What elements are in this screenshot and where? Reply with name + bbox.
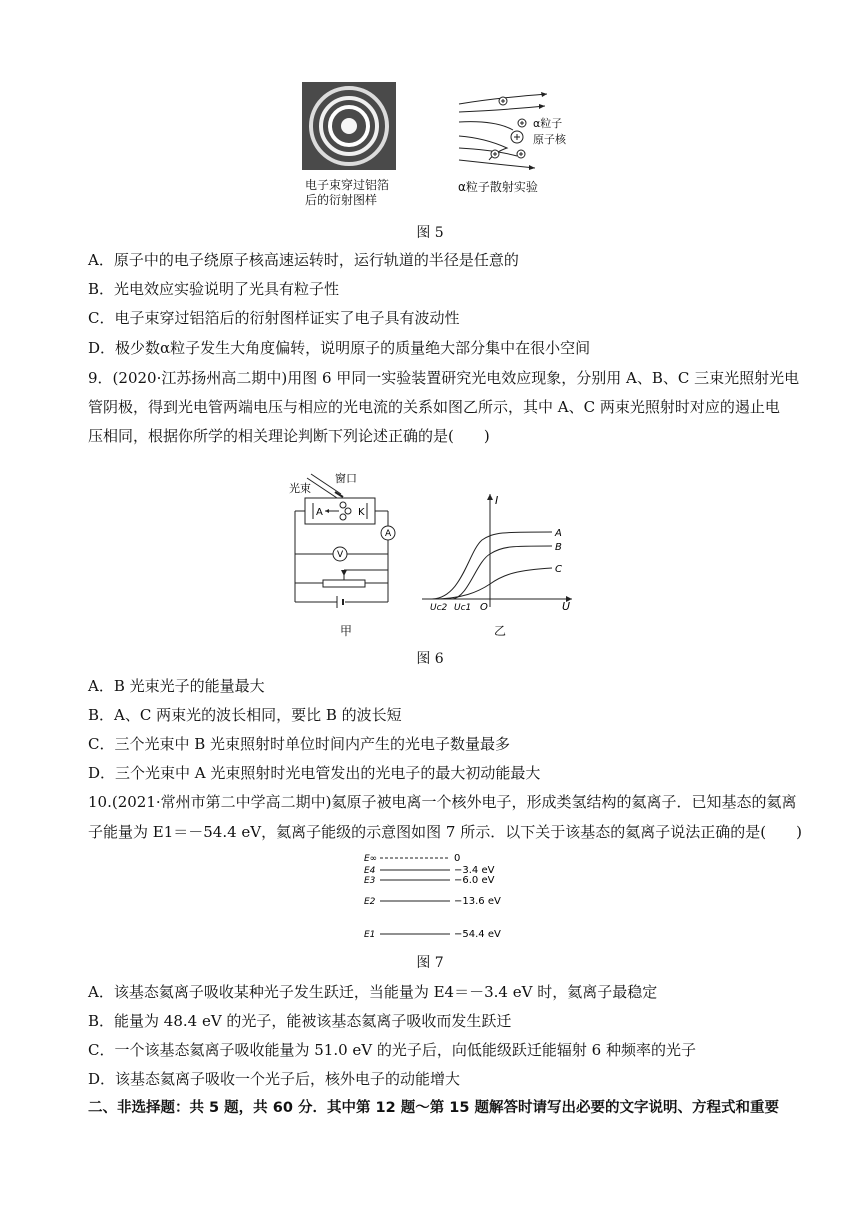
uc2-label: Uc2 [430, 603, 448, 612]
q9-text-line-1: 9．(2020·江苏扬州高二期中)用图 6 甲同一实验装置研究光电效应现象，分别用 A、B、C 三束光照射光电 [88, 369, 800, 387]
q9-text-line-3: 压相同，根据你所学的相关理论判断下列论述正确的是( ) [88, 427, 490, 445]
q10-option-a: A．该基态氦离子吸收某种光子发生跃迁，当能量为 E4＝－3.4 eV 时，氦离子最稳定 [88, 983, 658, 1001]
figure-5-title: 图 5 [416, 225, 444, 241]
alpha-label: α粒子 [533, 117, 563, 130]
level-e3-value: −6.0 eV [454, 875, 495, 886]
diffraction-caption-line-1: 电子束穿过铝箔 [305, 178, 390, 192]
figure-6-title: 图 6 [416, 651, 444, 667]
level-e2-value: −13.6 eV [454, 896, 501, 907]
q8-option-d: D．极少数α粒子发生大角度偏转，说明原子的质量绝大部分集中在很小空间 [88, 339, 591, 357]
curve-C-label: C [555, 564, 562, 575]
window-label: 窗口 [335, 472, 357, 485]
alpha-caption: α粒子散射实验 [458, 180, 538, 194]
label-A-electrode: A [316, 507, 323, 518]
ammeter-label: A [385, 529, 392, 539]
q8-option-a: A．原子中的电子绕原子核高速运转时，运行轨道的半径是任意的 [88, 251, 519, 269]
curve-A-label: A [555, 528, 562, 539]
diffraction-caption-line-2: 后的衍射图样 [305, 193, 378, 207]
level-e3-label: E3 [364, 876, 376, 886]
q9-option-b: B．A、C 两束光的波长相同，要比 B 的波长短 [88, 706, 402, 724]
q10-option-c: C．一个该基态氦离子吸收能量为 51.0 eV 的光子后，向低能级跃迁能辐射 6 种频率的光子 [88, 1041, 696, 1059]
q9-option-a: A．B 光束光子的能量最大 [88, 677, 265, 695]
figure-7-title: 图 7 [416, 955, 444, 971]
curve-B-label: B [555, 542, 562, 553]
level-e1-label: E1 [364, 930, 376, 940]
section-2-heading: 二、非选择题：共 5 题，共 60 分．其中第 12 题～第 15 题解答时请写出必要的文字说明、方程式和重要 [88, 1100, 780, 1116]
q8-option-c: C．电子束穿过铝箔后的衍射图样证实了电子具有波动性 [88, 309, 460, 327]
q8-option-b: B．光电效应实验说明了光具有粒子性 [88, 280, 340, 298]
q9-option-d: D．三个光束中 A 光束照射时光电管发出的光电子的最大初动能最大 [88, 764, 541, 782]
diffraction-caption [305, 178, 389, 208]
label-K-electrode: K [358, 507, 365, 518]
level-einf-label: E∞ [364, 854, 378, 864]
q10-option-d: D．该基态氦离子吸收一个光子后，核外电子的动能增大 [88, 1070, 461, 1088]
figure-5 [0, 0, 860, 240]
jia-label: 甲 [340, 624, 353, 638]
level-einf-value: 0 [454, 853, 461, 864]
yi-label: 乙 [494, 624, 507, 638]
axis-I-label: I [495, 494, 499, 507]
level-e2-label: E2 [364, 897, 376, 907]
beam-label: 光束 [289, 482, 311, 495]
uc1-label: Uc1 [454, 603, 472, 612]
axis-U-label: U [562, 600, 571, 612]
q9-option-c: C．三个光束中 B 光束照射时单位时间内产生的光电子数量最多 [88, 735, 511, 753]
nucleus-label: 原子核 [533, 133, 566, 146]
figure-6-circuit [285, 470, 405, 620]
level-e1-value: −54.4 eV [454, 929, 501, 940]
figure-6-graph [422, 492, 582, 612]
q10-text-line-1: 10.(2021·常州市第二中学高二期中)氦原子被电离一个核外电子，形成类氢结构的氦离子．已知基态的氦离 [88, 793, 797, 811]
level-e4-value: −3.4 eV [454, 865, 495, 876]
origin-label: O [480, 602, 488, 612]
voltmeter-label: V [337, 550, 344, 560]
figure-7-energy-levels [360, 850, 510, 942]
q10-option-b: B．能量为 48.4 eV 的光子，能被该基态氦离子吸收而发生跃迁 [88, 1012, 512, 1030]
diffraction-pattern-image [302, 82, 396, 170]
q10-text-line-2: 子能量为 E1＝－54.4 eV，氦离子能级的示意图如图 7 所示．以下关于该基态的氦离子说法正确的是( ) [88, 823, 802, 841]
level-e4-label: E4 [364, 866, 376, 876]
q9-text-line-2: 管阴极，得到光电管两端电压与相应的光电流的关系如图乙所示，其中 A、C 两束光照射时对应的遏止电 [88, 398, 780, 416]
